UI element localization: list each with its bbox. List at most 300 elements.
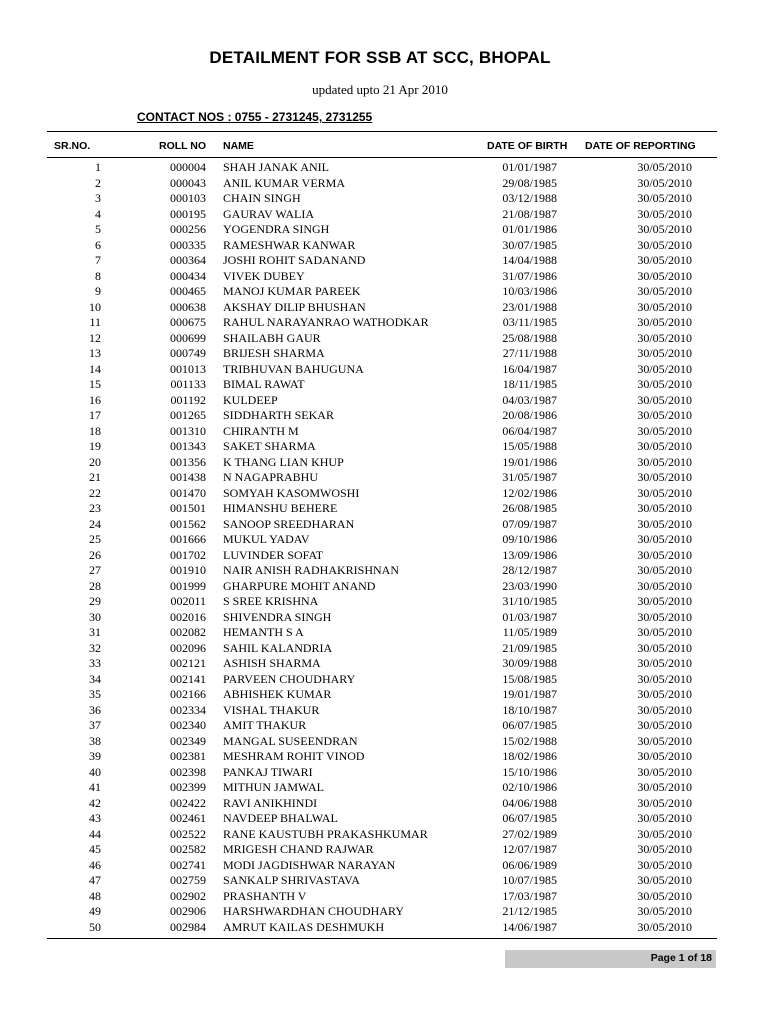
cell-date-of-reporting: 30/05/2010 bbox=[637, 516, 692, 531]
cell-date-of-birth: 13/09/1986 bbox=[502, 547, 557, 562]
cell-date-of-reporting: 30/05/2010 bbox=[637, 377, 692, 391]
cell-date-of-reporting: 30/05/2010 bbox=[637, 222, 692, 236]
cell-name: SOMYAH KASOMWOSHI bbox=[223, 485, 360, 500]
top-divider bbox=[47, 131, 717, 132]
cell-date-of-reporting: 30/05/2010 bbox=[637, 749, 692, 763]
cell-sr-no: 31 bbox=[89, 625, 101, 639]
cell-date-of-birth: 20/08/1986 bbox=[502, 408, 557, 422]
cell-date-of-birth: 14/06/1987 bbox=[502, 919, 557, 934]
cell-date-of-birth: 21/08/1987 bbox=[502, 206, 557, 221]
cell-roll-no: 001470 bbox=[170, 485, 206, 500]
table-row bbox=[0, 749, 768, 765]
cell-name: LUVINDER SOFAT bbox=[223, 547, 324, 562]
page-footer bbox=[505, 950, 716, 968]
cell-name: KULDEEP bbox=[223, 392, 278, 407]
cell-date-of-reporting: 30/05/2010 bbox=[637, 687, 692, 701]
bottom-divider bbox=[47, 938, 717, 939]
cell-name: S SREE KRISHNA bbox=[223, 594, 319, 608]
cell-name: MUKUL YADAV bbox=[223, 532, 310, 546]
cell-roll-no: 000749 bbox=[170, 346, 206, 360]
cell-roll-no: 002340 bbox=[170, 718, 206, 732]
cell-date-of-birth: 15/10/1986 bbox=[502, 764, 557, 779]
cell-date-of-birth: 16/04/1987 bbox=[502, 361, 557, 376]
table-row bbox=[0, 641, 768, 657]
cell-sr-no: 32 bbox=[89, 640, 101, 655]
cell-roll-no: 002011 bbox=[170, 594, 206, 608]
table-row bbox=[0, 486, 768, 502]
cell-date-of-reporting: 30/05/2010 bbox=[637, 315, 692, 329]
table-header bbox=[0, 140, 768, 156]
cell-date-of-reporting: 30/05/2010 bbox=[637, 175, 692, 190]
table-row bbox=[0, 889, 768, 905]
cell-roll-no: 000675 bbox=[170, 315, 206, 329]
table-row bbox=[0, 780, 768, 796]
table-row bbox=[0, 718, 768, 734]
cell-date-of-birth: 15/05/1988 bbox=[502, 439, 557, 453]
cell-date-of-reporting: 30/05/2010 bbox=[637, 361, 692, 376]
cell-name: PRASHANTH V bbox=[223, 888, 307, 903]
cell-sr-no: 45 bbox=[89, 842, 101, 856]
cell-roll-no: 000043 bbox=[170, 175, 206, 190]
cell-date-of-reporting: 30/05/2010 bbox=[637, 594, 692, 608]
table-row bbox=[0, 672, 768, 688]
cell-sr-no: 21 bbox=[89, 470, 101, 484]
cell-date-of-reporting: 30/05/2010 bbox=[637, 392, 692, 407]
cell-roll-no: 000256 bbox=[170, 222, 206, 236]
cell-name: MANOJ KUMAR PAREEK bbox=[223, 284, 361, 298]
cell-date-of-reporting: 30/05/2010 bbox=[637, 656, 692, 670]
header-sr-no: SR.NO. bbox=[54, 140, 91, 152]
table-row bbox=[0, 300, 768, 316]
cell-date-of-reporting: 30/05/2010 bbox=[637, 253, 692, 267]
cell-name: MODI JAGDISHWAR NARAYAN bbox=[223, 857, 396, 872]
cell-sr-no: 37 bbox=[89, 718, 101, 732]
cell-name: CHIRANTH M bbox=[223, 423, 299, 438]
cell-roll-no: 002096 bbox=[170, 640, 206, 655]
cell-date-of-birth: 03/11/1985 bbox=[502, 315, 557, 329]
cell-date-of-birth: 15/02/1988 bbox=[502, 733, 557, 748]
cell-date-of-reporting: 30/05/2010 bbox=[637, 532, 692, 546]
cell-roll-no: 002399 bbox=[170, 780, 206, 794]
cell-date-of-birth: 19/01/1986 bbox=[502, 454, 557, 469]
cell-roll-no: 002906 bbox=[170, 904, 206, 918]
cell-roll-no: 002141 bbox=[170, 671, 206, 686]
cell-date-of-reporting: 30/05/2010 bbox=[637, 299, 692, 314]
cell-name: NAVDEEP BHALWAL bbox=[223, 811, 338, 825]
document-title: DETAILMENT FOR SSB AT SCC, BHOPAL bbox=[209, 48, 551, 67]
cell-sr-no: 30 bbox=[89, 609, 101, 624]
cell-date-of-birth: 25/08/1988 bbox=[502, 330, 557, 345]
cell-name: VIVEK DUBEY bbox=[223, 268, 305, 283]
cell-roll-no: 000364 bbox=[170, 253, 206, 267]
cell-date-of-birth: 07/09/1987 bbox=[502, 516, 557, 531]
table-row bbox=[0, 594, 768, 610]
cell-roll-no: 002759 bbox=[170, 873, 206, 887]
table-row bbox=[0, 346, 768, 362]
cell-roll-no: 002121 bbox=[170, 656, 206, 670]
cell-name: SHAH JANAK ANIL bbox=[223, 160, 330, 174]
table-row bbox=[0, 315, 768, 331]
cell-sr-no: 14 bbox=[89, 361, 101, 376]
cell-name: SHAILABH GAUR bbox=[223, 330, 321, 345]
cell-date-of-birth: 12/07/1987 bbox=[502, 842, 557, 856]
cell-date-of-reporting: 30/05/2010 bbox=[637, 873, 692, 887]
cell-name: GAURAV WALIA bbox=[223, 206, 315, 221]
cell-roll-no: 001343 bbox=[170, 439, 206, 453]
cell-date-of-birth: 04/03/1987 bbox=[502, 392, 557, 407]
cell-sr-no: 23 bbox=[89, 501, 101, 515]
cell-date-of-birth: 26/08/1985 bbox=[502, 501, 557, 515]
cell-name: PARVEEN CHOUDHARY bbox=[223, 671, 356, 686]
cell-sr-no: 20 bbox=[89, 454, 101, 469]
cell-sr-no: 35 bbox=[89, 687, 101, 701]
cell-name: ABHISHEK KUMAR bbox=[223, 687, 332, 701]
table-row bbox=[0, 207, 768, 223]
cell-date-of-birth: 21/12/1985 bbox=[502, 904, 557, 918]
cell-sr-no: 18 bbox=[89, 423, 101, 438]
cell-sr-no: 1 bbox=[95, 160, 101, 174]
cell-date-of-birth: 31/07/1986 bbox=[502, 268, 557, 283]
cell-name: SHIVENDRA SINGH bbox=[223, 609, 332, 624]
cell-sr-no: 22 bbox=[89, 485, 101, 500]
cell-date-of-reporting: 30/05/2010 bbox=[637, 191, 692, 205]
cell-roll-no: 001265 bbox=[170, 408, 206, 422]
cell-date-of-reporting: 30/05/2010 bbox=[637, 780, 692, 794]
cell-date-of-birth: 01/03/1987 bbox=[502, 609, 557, 624]
cell-roll-no: 001192 bbox=[170, 392, 206, 407]
cell-date-of-reporting: 30/05/2010 bbox=[637, 904, 692, 918]
cell-date-of-birth: 27/11/1988 bbox=[502, 346, 557, 360]
table-row bbox=[0, 284, 768, 300]
cell-sr-no: 47 bbox=[89, 873, 101, 887]
cell-name: AMRUT KAILAS DESHMUKH bbox=[223, 919, 385, 934]
header-divider bbox=[47, 157, 717, 158]
cell-sr-no: 5 bbox=[95, 222, 101, 236]
cell-name: SANOOP SREEDHARAN bbox=[223, 516, 355, 531]
cell-sr-no: 2 bbox=[95, 175, 101, 190]
cell-date-of-reporting: 30/05/2010 bbox=[637, 547, 692, 562]
cell-sr-no: 48 bbox=[89, 888, 101, 903]
cell-sr-no: 43 bbox=[89, 811, 101, 825]
cell-date-of-reporting: 30/05/2010 bbox=[637, 439, 692, 453]
cell-date-of-reporting: 30/05/2010 bbox=[637, 764, 692, 779]
table-row bbox=[0, 579, 768, 595]
cell-date-of-reporting: 30/05/2010 bbox=[637, 237, 692, 252]
table-row bbox=[0, 703, 768, 719]
cell-roll-no: 002082 bbox=[170, 625, 206, 639]
cell-roll-no: 001562 bbox=[170, 516, 206, 531]
cell-name: NAIR ANISH RADHAKRISHNAN bbox=[223, 563, 400, 577]
cell-date-of-birth: 14/04/1988 bbox=[502, 253, 557, 267]
cell-roll-no: 001356 bbox=[170, 454, 206, 469]
cell-name: ASHISH SHARMA bbox=[223, 656, 321, 670]
cell-date-of-birth: 01/01/1986 bbox=[502, 222, 557, 236]
cell-date-of-reporting: 30/05/2010 bbox=[637, 408, 692, 422]
cell-roll-no: 002422 bbox=[170, 795, 206, 810]
cell-date-of-reporting: 30/05/2010 bbox=[637, 346, 692, 360]
cell-sr-no: 12 bbox=[89, 330, 101, 345]
table-row bbox=[0, 687, 768, 703]
cell-name: HIMANSHU BEHERE bbox=[223, 501, 338, 515]
cell-sr-no: 26 bbox=[89, 547, 101, 562]
cell-sr-no: 24 bbox=[89, 516, 101, 531]
cell-date-of-birth: 06/06/1989 bbox=[502, 857, 557, 872]
cell-sr-no: 46 bbox=[89, 857, 101, 872]
cell-name: JOSHI ROHIT SADANAND bbox=[223, 253, 366, 267]
cell-roll-no: 002381 bbox=[170, 749, 206, 763]
cell-date-of-reporting: 30/05/2010 bbox=[637, 485, 692, 500]
table-row bbox=[0, 517, 768, 533]
cell-date-of-birth: 18/02/1986 bbox=[502, 749, 557, 763]
table-body bbox=[0, 160, 768, 935]
cell-name: MANGAL SUSEENDRAN bbox=[223, 733, 358, 748]
cell-date-of-birth: 29/08/1985 bbox=[502, 175, 557, 190]
table-row bbox=[0, 160, 768, 176]
cell-name: RAMESHWAR KANWAR bbox=[223, 237, 356, 252]
cell-sr-no: 13 bbox=[89, 346, 101, 360]
cell-date-of-birth: 11/05/1989 bbox=[502, 625, 557, 639]
cell-name: BIMAL RAWAT bbox=[223, 377, 305, 391]
cell-date-of-birth: 06/04/1987 bbox=[502, 423, 557, 438]
table-row bbox=[0, 842, 768, 858]
cell-date-of-reporting: 30/05/2010 bbox=[637, 563, 692, 577]
table-row bbox=[0, 331, 768, 347]
cell-date-of-birth: 10/07/1985 bbox=[502, 873, 557, 887]
cell-roll-no: 001999 bbox=[170, 578, 206, 593]
cell-sr-no: 40 bbox=[89, 764, 101, 779]
cell-date-of-birth: 21/09/1985 bbox=[502, 640, 557, 655]
cell-date-of-reporting: 30/05/2010 bbox=[637, 284, 692, 298]
cell-date-of-reporting: 30/05/2010 bbox=[637, 702, 692, 717]
table-row bbox=[0, 269, 768, 285]
cell-roll-no: 002902 bbox=[170, 888, 206, 903]
table-row bbox=[0, 873, 768, 889]
cell-roll-no: 000004 bbox=[170, 160, 206, 174]
cell-sr-no: 41 bbox=[89, 780, 101, 794]
cell-date-of-birth: 12/02/1986 bbox=[502, 485, 557, 500]
cell-sr-no: 4 bbox=[95, 206, 101, 221]
cell-date-of-birth: 30/07/1985 bbox=[502, 237, 557, 252]
table-row bbox=[0, 362, 768, 378]
cell-name: TRIBHUVAN BAHUGUNA bbox=[223, 361, 364, 376]
cell-date-of-reporting: 30/05/2010 bbox=[637, 733, 692, 748]
cell-date-of-reporting: 30/05/2010 bbox=[637, 470, 692, 484]
cell-date-of-reporting: 30/05/2010 bbox=[637, 609, 692, 624]
cell-date-of-reporting: 30/05/2010 bbox=[637, 671, 692, 686]
cell-sr-no: 3 bbox=[95, 191, 101, 205]
header-date-of-reporting: DATE OF REPORTING bbox=[585, 140, 696, 152]
cell-sr-no: 42 bbox=[89, 795, 101, 810]
table-row bbox=[0, 377, 768, 393]
contact-numbers: CONTACT NOS : 0755 - 2731245, 2731255 bbox=[137, 110, 373, 124]
cell-name: MITHUN JAMWAL bbox=[223, 780, 324, 794]
cell-date-of-birth: 31/10/1985 bbox=[502, 594, 557, 608]
cell-name: CHAIN SINGH bbox=[223, 191, 301, 205]
table-row bbox=[0, 532, 768, 548]
table-row bbox=[0, 610, 768, 626]
cell-date-of-birth: 15/08/1985 bbox=[502, 671, 557, 686]
cell-name: SIDDHARTH SEKAR bbox=[223, 408, 334, 422]
cell-date-of-reporting: 30/05/2010 bbox=[637, 330, 692, 345]
table-row bbox=[0, 904, 768, 920]
cell-date-of-birth: 18/11/1985 bbox=[502, 377, 557, 391]
header-roll-no: ROLL NO bbox=[159, 140, 207, 152]
cell-roll-no: 000195 bbox=[170, 206, 206, 221]
cell-date-of-birth: 06/07/1985 bbox=[502, 811, 557, 825]
cell-roll-no: 001666 bbox=[170, 532, 206, 546]
table-row bbox=[0, 222, 768, 238]
cell-name: SAKET SHARMA bbox=[223, 439, 316, 453]
cell-name: AKSHAY DILIP BHUSHAN bbox=[223, 299, 366, 314]
cell-date-of-birth: 01/01/1987 bbox=[502, 160, 557, 174]
table-row bbox=[0, 176, 768, 192]
cell-roll-no: 002741 bbox=[170, 857, 206, 872]
cell-date-of-birth: 02/10/1986 bbox=[502, 780, 557, 794]
cell-date-of-reporting: 30/05/2010 bbox=[637, 795, 692, 810]
cell-date-of-reporting: 30/05/2010 bbox=[637, 206, 692, 221]
cell-roll-no: 001133 bbox=[170, 377, 206, 391]
cell-sr-no: 11 bbox=[89, 315, 101, 329]
header-name: NAME bbox=[223, 140, 254, 152]
table-row bbox=[0, 408, 768, 424]
cell-roll-no: 002984 bbox=[170, 919, 206, 934]
cell-roll-no: 001013 bbox=[170, 361, 206, 376]
cell-date-of-birth: 03/12/1988 bbox=[502, 191, 557, 205]
cell-roll-no: 002398 bbox=[170, 764, 206, 779]
cell-roll-no: 001702 bbox=[170, 547, 206, 562]
cell-date-of-reporting: 30/05/2010 bbox=[637, 160, 692, 174]
cell-date-of-reporting: 30/05/2010 bbox=[637, 718, 692, 732]
table-row bbox=[0, 393, 768, 409]
cell-date-of-birth: 23/01/1988 bbox=[502, 299, 557, 314]
cell-date-of-reporting: 30/05/2010 bbox=[637, 423, 692, 438]
cell-sr-no: 9 bbox=[95, 284, 101, 298]
cell-date-of-reporting: 30/05/2010 bbox=[637, 811, 692, 825]
cell-roll-no: 002349 bbox=[170, 733, 206, 748]
cell-name: AMIT THAKUR bbox=[223, 718, 307, 732]
page-number: Page 1 of 18 bbox=[650, 952, 712, 964]
cell-name: GHARPURE MOHIT ANAND bbox=[223, 578, 376, 593]
cell-roll-no: 002582 bbox=[170, 842, 206, 856]
cell-date-of-birth: 06/07/1985 bbox=[502, 718, 557, 732]
cell-sr-no: 33 bbox=[89, 656, 101, 670]
cell-name: ANIL KUMAR VERMA bbox=[223, 175, 346, 190]
cell-date-of-reporting: 30/05/2010 bbox=[637, 919, 692, 934]
cell-date-of-birth: 28/12/1987 bbox=[502, 563, 557, 577]
table-row bbox=[0, 424, 768, 440]
cell-sr-no: 25 bbox=[89, 532, 101, 546]
cell-roll-no: 000434 bbox=[170, 268, 206, 283]
cell-name: PANKAJ TIWARI bbox=[223, 764, 313, 779]
table-row bbox=[0, 238, 768, 254]
cell-sr-no: 38 bbox=[89, 733, 101, 748]
cell-name: N NAGAPRABHU bbox=[223, 470, 319, 484]
table-row bbox=[0, 470, 768, 486]
cell-roll-no: 002166 bbox=[170, 687, 206, 701]
cell-sr-no: 28 bbox=[89, 578, 101, 593]
cell-date-of-birth: 30/09/1988 bbox=[502, 656, 557, 670]
cell-sr-no: 16 bbox=[89, 392, 101, 407]
cell-date-of-birth: 27/02/1989 bbox=[502, 826, 557, 841]
cell-sr-no: 8 bbox=[95, 268, 101, 283]
cell-date-of-birth: 10/03/1986 bbox=[502, 284, 557, 298]
table-row bbox=[0, 548, 768, 564]
cell-date-of-birth: 19/01/1987 bbox=[502, 687, 557, 701]
table-row bbox=[0, 765, 768, 781]
cell-date-of-birth: 04/06/1988 bbox=[502, 795, 557, 810]
cell-sr-no: 49 bbox=[89, 904, 101, 918]
cell-date-of-reporting: 30/05/2010 bbox=[637, 454, 692, 469]
cell-roll-no: 002334 bbox=[170, 702, 206, 717]
cell-name: MESHRAM ROHIT VINOD bbox=[223, 749, 365, 763]
cell-sr-no: 50 bbox=[89, 919, 101, 934]
cell-date-of-reporting: 30/05/2010 bbox=[637, 842, 692, 856]
cell-date-of-birth: 09/10/1986 bbox=[502, 532, 557, 546]
cell-name: RAVI ANIKHINDI bbox=[223, 795, 318, 810]
cell-name: SANKALP SHRIVASTAVA bbox=[223, 873, 360, 887]
cell-sr-no: 27 bbox=[89, 563, 101, 577]
cell-roll-no: 000103 bbox=[170, 191, 206, 205]
table-row bbox=[0, 827, 768, 843]
cell-roll-no: 000335 bbox=[170, 237, 206, 252]
cell-date-of-birth: 18/10/1987 bbox=[502, 702, 557, 717]
cell-roll-no: 002522 bbox=[170, 826, 206, 841]
cell-date-of-reporting: 30/05/2010 bbox=[637, 826, 692, 841]
cell-name: MRIGESH CHAND RAJWAR bbox=[223, 842, 374, 856]
cell-sr-no: 29 bbox=[89, 594, 101, 608]
cell-roll-no: 002461 bbox=[170, 811, 206, 825]
cell-roll-no: 001501 bbox=[170, 501, 206, 515]
cell-roll-no: 001438 bbox=[170, 470, 206, 484]
table-row bbox=[0, 455, 768, 471]
cell-date-of-birth: 17/03/1987 bbox=[502, 888, 557, 903]
cell-sr-no: 15 bbox=[89, 377, 101, 391]
cell-roll-no: 001310 bbox=[170, 423, 206, 438]
cell-sr-no: 19 bbox=[89, 439, 101, 453]
table-row bbox=[0, 734, 768, 750]
cell-roll-no: 001910 bbox=[170, 563, 206, 577]
cell-date-of-reporting: 30/05/2010 bbox=[637, 625, 692, 639]
cell-name: SAHIL KALANDRIA bbox=[223, 640, 333, 655]
cell-date-of-birth: 31/05/1987 bbox=[502, 470, 557, 484]
cell-name: RAHUL NARAYANRAO WATHODKAR bbox=[223, 315, 429, 329]
cell-sr-no: 7 bbox=[95, 253, 101, 267]
cell-date-of-reporting: 30/05/2010 bbox=[637, 640, 692, 655]
table-row bbox=[0, 920, 768, 936]
cell-name: K THANG LIAN KHUP bbox=[223, 454, 344, 469]
cell-date-of-birth: 23/03/1990 bbox=[502, 578, 557, 593]
cell-roll-no: 002016 bbox=[170, 609, 206, 624]
table-row bbox=[0, 563, 768, 579]
cell-sr-no: 6 bbox=[95, 237, 101, 252]
table-row bbox=[0, 625, 768, 641]
cell-name: RANE KAUSTUBH PRAKASHKUMAR bbox=[223, 826, 428, 841]
table-row bbox=[0, 811, 768, 827]
cell-sr-no: 34 bbox=[89, 671, 101, 686]
header-date-of-birth: DATE OF BIRTH bbox=[487, 140, 568, 152]
cell-sr-no: 10 bbox=[89, 299, 101, 314]
cell-name: BRIJESH SHARMA bbox=[223, 346, 325, 360]
table-row bbox=[0, 656, 768, 672]
cell-name: YOGENDRA SINGH bbox=[223, 222, 330, 236]
cell-date-of-reporting: 30/05/2010 bbox=[637, 888, 692, 903]
table-row bbox=[0, 191, 768, 207]
cell-name: HEMANTH S A bbox=[223, 625, 304, 639]
cell-roll-no: 000465 bbox=[170, 284, 206, 298]
table-row bbox=[0, 439, 768, 455]
table-row bbox=[0, 858, 768, 874]
cell-date-of-reporting: 30/05/2010 bbox=[637, 578, 692, 593]
